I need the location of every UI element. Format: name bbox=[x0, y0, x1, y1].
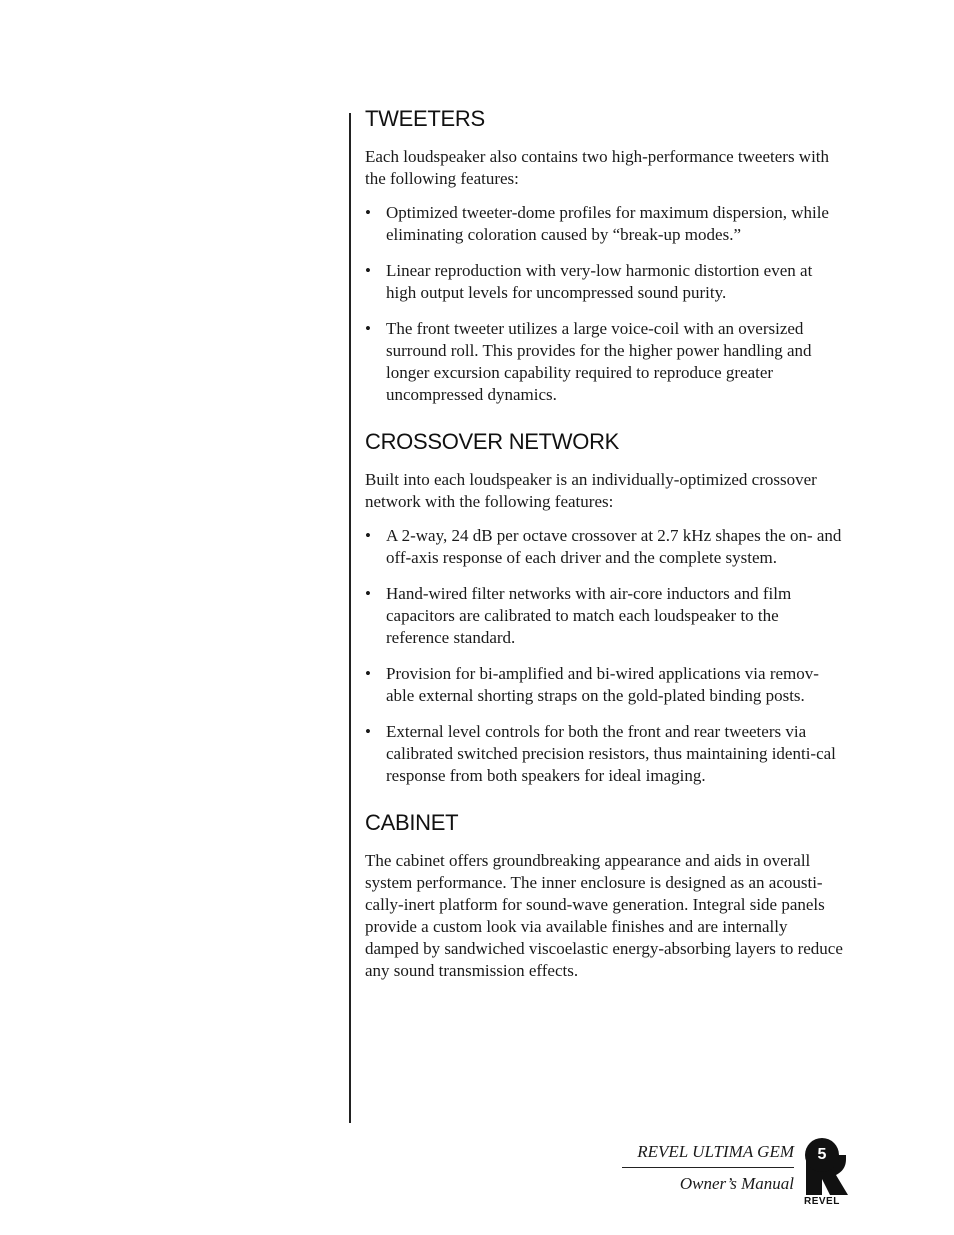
section-intro: Each loudspeaker also contains two high-performance tweeters with the following features: bbox=[365, 147, 830, 188]
section-tweeters bbox=[365, 106, 843, 406]
list-item: • Hand-wired filter networks with air-core inductors and film capacitors are calibrated to match each loudspeaker to the reference standard. bbox=[365, 584, 792, 647]
bullet: • bbox=[365, 203, 371, 222]
section-cabinet bbox=[365, 810, 843, 982]
bullet: • bbox=[365, 584, 371, 603]
bullet: • bbox=[365, 261, 371, 280]
section-intro: Built into each loudspeaker is an individually-optimized crossover network with the following features: bbox=[365, 470, 817, 511]
list-item: • The front tweeter utilizes a large voice-coil with an oversized surround roll. This provides for the higher power handling and longer excursion capability required to reproduce greater uncompressed dynamics. bbox=[365, 319, 812, 404]
feature-list bbox=[365, 525, 843, 787]
footer-subtitle: Owner’s Manual bbox=[679, 1174, 794, 1193]
section-intro: The cabinet offers groundbreaking appearance and aids in overall system performance. The inner enclosure is designed as an acousti-cally-inert platform for sound-wave generation. Integral side panels provide a custom look via available finishes and are internally damped by sandwiched viscoelastic energy-absorbing layers to reduce any sound transmission effects. bbox=[365, 851, 843, 980]
list-item: • Optimized tweeter-dome profiles for maximum dispersion, while eliminating coloration caused by “break-up modes.” bbox=[365, 203, 829, 244]
brand-wordmark: REVEL bbox=[804, 1196, 840, 1207]
list-item: • Linear reproduction with very-low harmonic distortion even at high output levels for uncompressed sound purity. bbox=[365, 261, 813, 302]
page-footer bbox=[622, 1142, 794, 1194]
list-item: • External level controls for both the front and rear tweeters via calibrated switched precision resistors, thus maintaining identi-cal response from both speakers for ideal imaging. bbox=[365, 722, 836, 785]
page-content bbox=[365, 106, 843, 1005]
section-heading: CROSSOVER NETWORK bbox=[365, 429, 620, 454]
bullet: • bbox=[365, 526, 371, 545]
bullet: • bbox=[365, 664, 371, 683]
bullet: • bbox=[365, 722, 371, 741]
margin-rule bbox=[349, 113, 351, 1123]
bullet: • bbox=[365, 319, 371, 338]
list-item: • A 2-way, 24 dB per octave crossover at 2.7 kHz shapes the on- and off-axis response of each driver and the complete system. bbox=[365, 526, 842, 567]
section-crossover-network bbox=[365, 429, 843, 787]
footer-product-name: REVEL ULTIMA GEM bbox=[622, 1142, 794, 1168]
feature-list bbox=[365, 202, 843, 406]
page-number: 5 bbox=[805, 1138, 839, 1172]
section-heading: TWEETERS bbox=[365, 106, 485, 131]
list-item: • Provision for bi-amplified and bi-wired applications via remov-able external shorting straps on the gold-plated binding posts. bbox=[365, 664, 819, 705]
section-heading: CABINET bbox=[365, 810, 459, 835]
